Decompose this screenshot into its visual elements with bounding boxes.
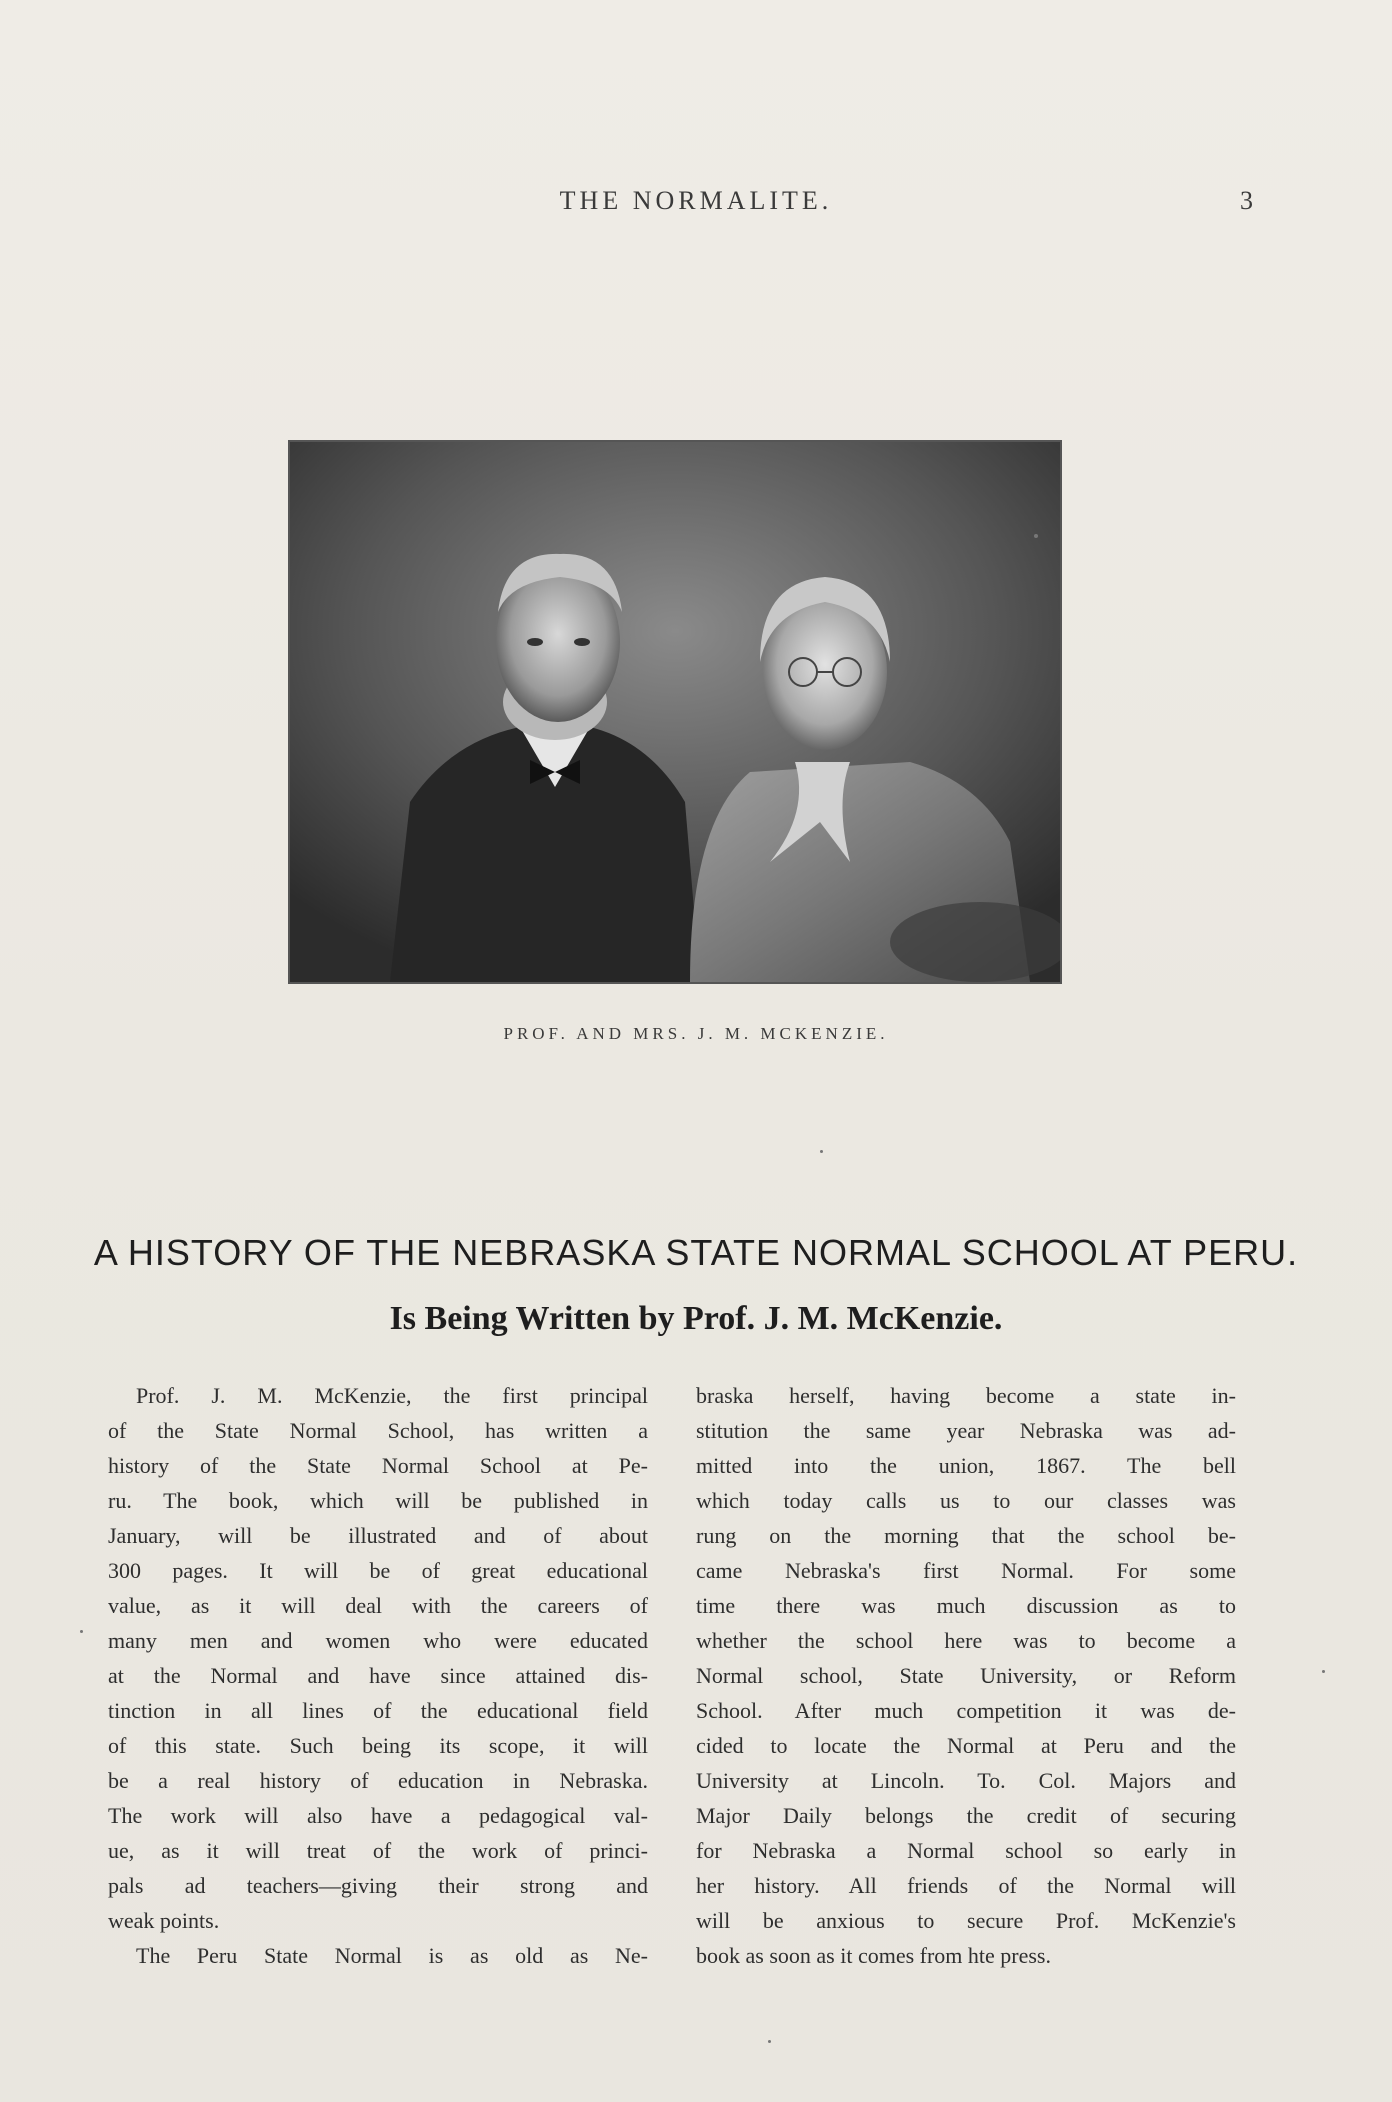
text-line: January, will be illustrated and of about: [108, 1523, 648, 1548]
photo-caption: PROF. AND MRS. J. M. MCKENZIE.: [503, 1024, 889, 1043]
text-line: weak points.: [108, 1908, 220, 1933]
text-line: Prof. J. M. McKenzie, the first principal: [136, 1383, 648, 1408]
article-subtitle: Is Being Written by Prof. J. M. McKenzie.: [389, 1300, 1003, 1337]
text-line: came Nebraska's first Normal. For some: [696, 1558, 1236, 1583]
text-line: mitted into the union, 1867. The bell: [696, 1453, 1236, 1478]
right-column: [696, 1378, 1236, 1973]
running-title: THE NORMALITE.: [559, 186, 833, 215]
article-title: A HISTORY OF THE NEBRASKA STATE NORMAL SCHOOL AT PERU.: [93, 1232, 1299, 1273]
portrait-photo-image: [290, 442, 1060, 982]
running-head: [0, 186, 1392, 226]
paper-speck: [1034, 534, 1038, 538]
text-line: ue, as it will treat of the work of princi-: [108, 1838, 648, 1863]
text-line: for Nebraska a Normal school so early in: [696, 1838, 1236, 1863]
text-line: time there was much discussion as to: [696, 1593, 1236, 1618]
article-body: [108, 1378, 1258, 1978]
text-line: Major Daily belongs the credit of securing: [696, 1803, 1236, 1828]
text-line: pals ad teachers—giving their strong and: [108, 1873, 648, 1898]
text-line: ru. The book, which will be published in: [108, 1488, 648, 1513]
text-line: history of the State Normal School at Pe-: [108, 1453, 648, 1478]
text-line: at the Normal and have since attained dis-: [108, 1663, 648, 1688]
text-line: whether the school here was to become a: [696, 1628, 1236, 1653]
text-line: The work will also have a pedagogical val-: [108, 1803, 648, 1828]
portrait-photo: [288, 440, 1062, 984]
text-line: book as soon as it comes from hte press.: [696, 1943, 1051, 1968]
paper-speck: [1322, 1670, 1325, 1673]
page-number: 3: [1240, 186, 1253, 215]
text-line: braska herself, having become a state in-: [696, 1383, 1236, 1408]
text-line: many men and women who were educated: [108, 1628, 648, 1653]
text-line: stitution the same year Nebraska was ad-: [696, 1418, 1236, 1443]
text-line: Normal school, State University, or Reform: [696, 1663, 1236, 1688]
paper-speck: [768, 2040, 771, 2043]
paper-speck: [80, 1630, 83, 1633]
text-line: rung on the morning that the school be-: [696, 1523, 1236, 1548]
text-line: her history. All friends of the Normal will: [696, 1873, 1236, 1898]
paper-speck: [820, 1150, 823, 1153]
text-line: 300 pages. It will be of great educational: [108, 1558, 648, 1583]
text-line: will be anxious to secure Prof. McKenzie's: [696, 1908, 1236, 1933]
text-line: be a real history of education in Nebraska.: [108, 1768, 648, 1793]
text-line: tinction in all lines of the educational field: [108, 1698, 648, 1723]
text-line: of the State Normal School, has written a: [108, 1418, 648, 1443]
text-line: which today calls us to our classes was: [696, 1488, 1236, 1513]
text-line: cided to locate the Normal at Peru and the: [696, 1733, 1236, 1758]
text-line: School. After much competition it was de-: [696, 1698, 1236, 1723]
text-line: of this state. Such being its scope, it will: [108, 1733, 648, 1758]
text-line: University at Lincoln. To. Col. Majors and: [696, 1768, 1236, 1793]
text-line: value, as it will deal with the careers of: [108, 1593, 648, 1618]
left-column: [108, 1378, 648, 1973]
text-line: The Peru State Normal is as old as Ne-: [136, 1943, 648, 1968]
